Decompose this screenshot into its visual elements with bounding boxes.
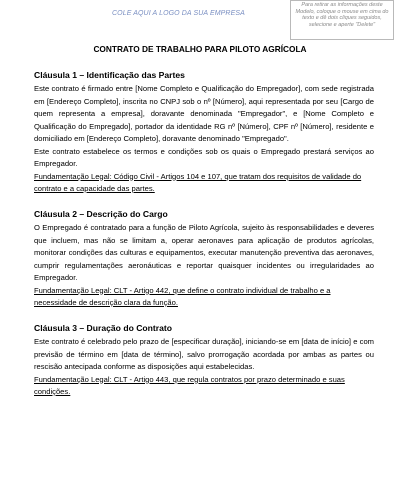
clause-3-legal-basis: Fundamentação Legal: CLT - Artigo 443, que regula contratos por prazo determinado e suas condições. bbox=[34, 374, 345, 396]
instruction-note: Para retirar as informações deste Modelo, coloque o mouse em cima do texto e dê dois cliques seguidos, selecione e aperte "Delete" bbox=[290, 0, 394, 40]
document-body bbox=[34, 70, 374, 412]
clause-2-heading: Cláusula 2 – Descrição do Cargo bbox=[34, 209, 168, 219]
clause-1-heading: Cláusula 1 – Identificação das Partes bbox=[34, 70, 185, 80]
clause-2-paragraph-1: O Empregado é contratado para a função de Piloto Agrícola, sujeito às responsabilidades e deveres que incluem, mas não se limitam a, operar aeronaves para aplicação de produtos agrícolas, monitorar condições das culturas e equipamentos, executar manutenção preventiva das aeronaves, cumprir regulamentações aeronáuticas e reportar quaisquer incidentes ou irregularidades ao Empregador. bbox=[34, 223, 374, 282]
clause-1-paragraph-2: Este contrato estabelece os termos e condições sob os quais o Empregado prestará serviços ao Empregador. bbox=[34, 146, 374, 168]
clause-1 bbox=[34, 70, 374, 196]
clause-1-paragraph-1: Este contrato é firmado entre [Nome Completo e Qualificação do Empregador], com sede registrada em [Endereço Completo], inscrita no CNPJ sob o nº [Número], aqui representada por seu [Cargo de quem representa a empresa], doravante denominada "Empregador", e [Nome Completo e Qualificação do Empregado], portador da identidade RG nº [Número], CPF nº [Número], residente e domiciliado em [Endereço Completo], doravante denominado "Empregado". bbox=[34, 84, 374, 143]
document-title: CONTRATO DE TRABALHO PARA PILOTO AGRÍCOLA bbox=[93, 44, 307, 54]
clause-3 bbox=[34, 323, 374, 399]
clause-2 bbox=[34, 209, 374, 310]
clause-3-paragraph-1: Este contrato é celebrado pelo prazo de [especificar duração], iniciando-se em [data de início] e com previsão de término em [data de término], salvo prorrogação acordada por ambas as partes ou rescisão antecipada conforme as disposições aqui estabelecidas. bbox=[34, 337, 374, 371]
clause-3-heading: Cláusula 3 – Duração do Contrato bbox=[34, 323, 173, 333]
logo-placeholder: COLE AQUI A LOGO DA SUA EMPRESA bbox=[112, 10, 245, 17]
clause-2-legal-basis: Fundamentação Legal: CLT - Artigo 442, que define o contrato individual de trabalho e a necessidade de descrição clara da função. bbox=[34, 285, 331, 307]
clause-1-legal-basis: Fundamentação Legal: Código Civil - Artigos 104 e 107, que tratam dos requisitos de validade do contrato e a capacidade das partes. bbox=[34, 171, 362, 193]
